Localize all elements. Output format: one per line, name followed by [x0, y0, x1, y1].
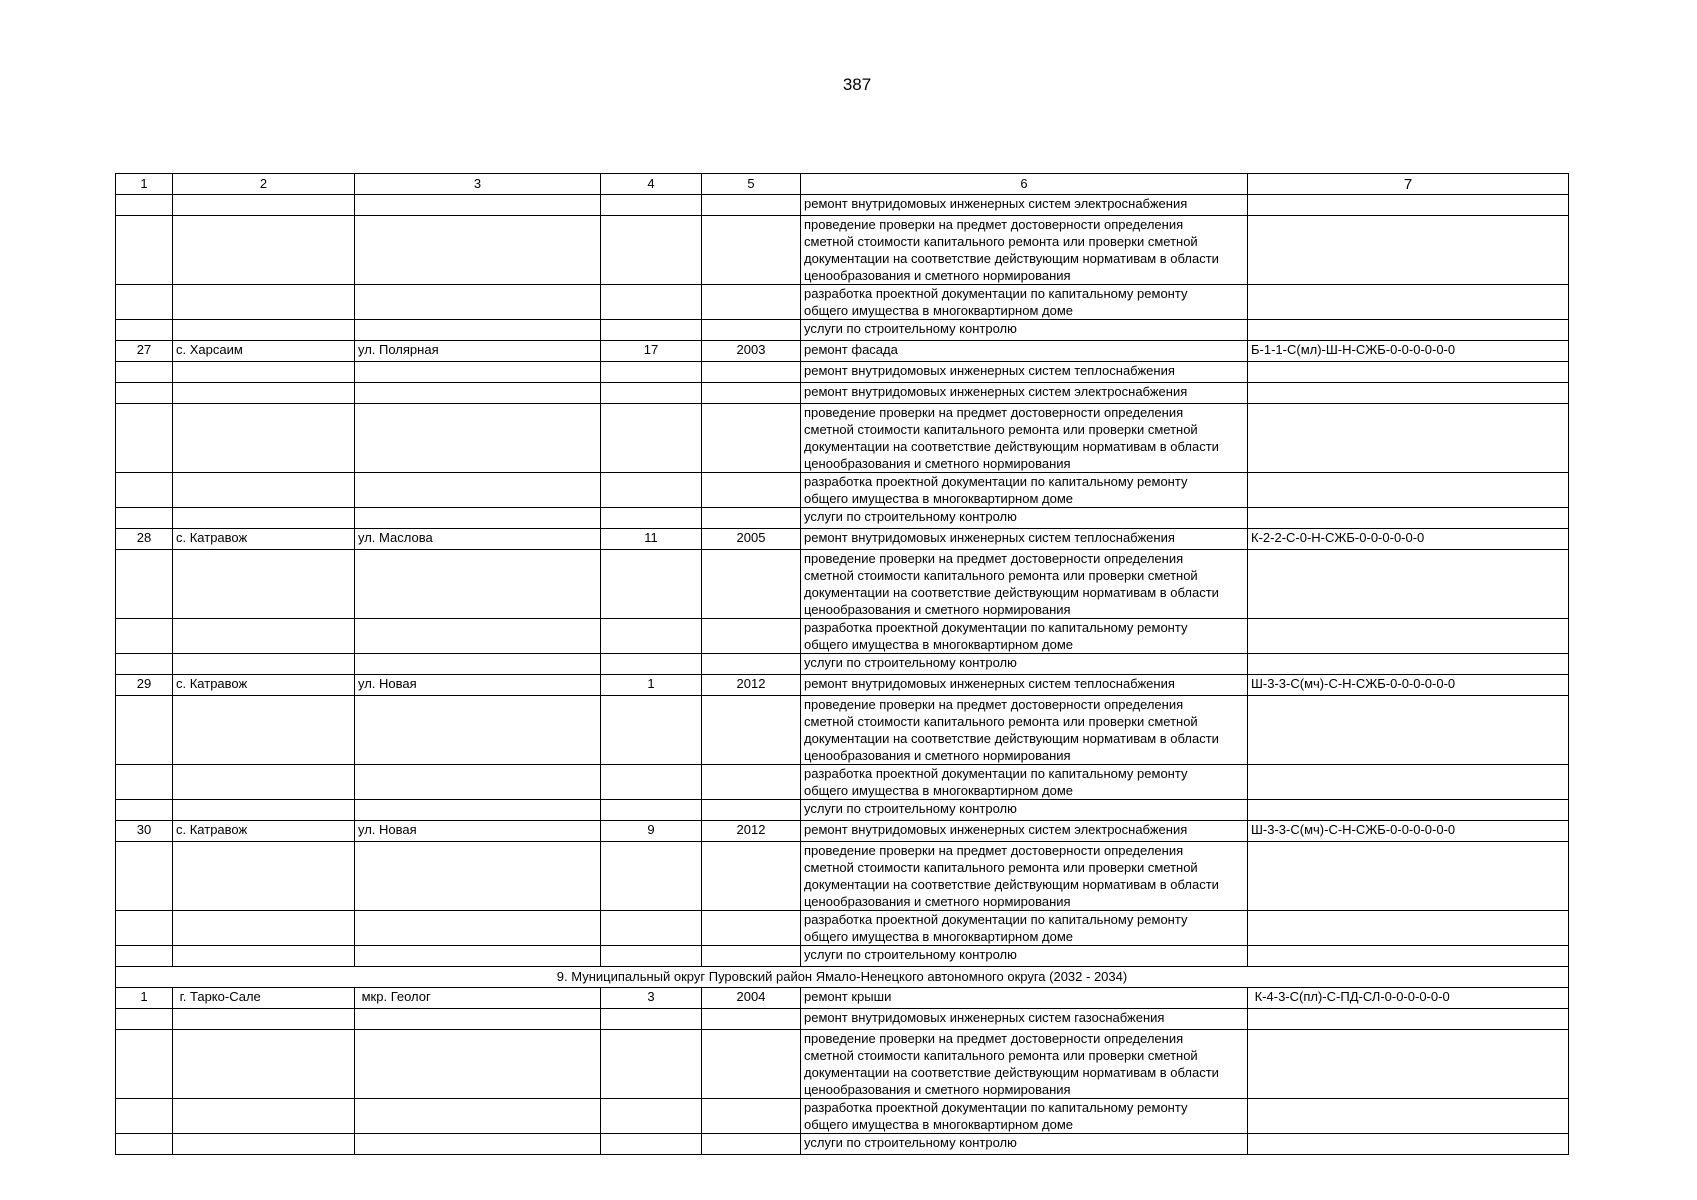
column-header: 3: [355, 174, 601, 195]
year-cell: 2003: [702, 341, 801, 362]
column-number-row: [116, 174, 1569, 195]
table-row: [116, 619, 1569, 654]
work-type-cell: разработка проектной документации по капитальному ремонту общего имущества в многоквартирном доме: [801, 473, 1248, 508]
work-type-cell: услуги по строительному контролю: [801, 946, 1248, 967]
table-row: [116, 696, 1569, 765]
record-number: 30: [116, 821, 173, 842]
column-header: 7: [1248, 174, 1569, 195]
work-type-cell: ремонт внутридомовых инженерных систем теплоснабжения: [801, 362, 1248, 383]
table-row: [116, 800, 1569, 821]
building-code-cell: К-4-3-С(пл)-С-ПД-СЛ-0-0-0-0-0-0: [1248, 988, 1569, 1009]
building-code-cell: Ш-3-3-С(мч)-С-Н-СЖБ-0-0-0-0-0-0: [1248, 821, 1569, 842]
work-type-cell: разработка проектной документации по капитальному ремонту общего имущества в многоквартирном доме: [801, 285, 1248, 320]
house-number-cell: 9: [601, 821, 702, 842]
building-code-cell: Б-1-1-С(мл)-Ш-Н-СЖБ-0-0-0-0-0-0: [1248, 341, 1569, 362]
table-row: [116, 1009, 1569, 1030]
table-row: [116, 320, 1569, 341]
table-row: [116, 216, 1569, 285]
table-row: [116, 195, 1569, 216]
table-row: [116, 285, 1569, 320]
house-number-cell: 11: [601, 529, 702, 550]
settlement-cell: с. Катравож: [173, 675, 355, 696]
work-type-cell: разработка проектной документации по капитальному ремонту общего имущества в многоквартирном доме: [801, 619, 1248, 654]
table-row: [116, 508, 1569, 529]
work-type-cell: ремонт внутридомовых инженерных систем теплоснабжения: [801, 675, 1248, 696]
work-type-cell: разработка проектной документации по капитальному ремонту общего имущества в многоквартирном доме: [801, 911, 1248, 946]
house-number-cell: 3: [601, 988, 702, 1009]
page-number: 387: [842, 75, 872, 94]
street-cell: ул. Новая: [355, 821, 601, 842]
building-code-cell: К-2-2-С-0-Н-СЖБ-0-0-0-0-0-0: [1248, 529, 1569, 550]
work-type-cell: ремонт внутридомовых инженерных систем электроснабжения: [801, 195, 1248, 216]
section-header-row: [116, 967, 1569, 988]
column-header: 4: [601, 174, 702, 195]
work-type-cell: услуги по строительному контролю: [801, 1134, 1248, 1155]
work-type-cell: услуги по строительному контролю: [801, 320, 1248, 341]
street-cell: ул. Маслова: [355, 529, 601, 550]
street-cell: ул. Новая: [355, 675, 601, 696]
work-type-cell: разработка проектной документации по капитальному ремонту общего имущества в многоквартирном доме: [801, 765, 1248, 800]
year-cell: 2012: [702, 821, 801, 842]
table-row: [116, 1099, 1569, 1134]
table-row: [116, 765, 1569, 800]
table-row: [116, 473, 1569, 508]
table-row: [116, 946, 1569, 967]
table-row: [116, 341, 1569, 362]
work-type-cell: проведение проверки на предмет достоверности определения сметной стоимости капитального ремонта или проверки сметной документации на соответствие действующим нормативам в области ценообразования и сметного нормирования: [801, 842, 1248, 911]
table-row: [116, 654, 1569, 675]
work-type-cell: проведение проверки на предмет достоверности определения сметной стоимости капитального ремонта или проверки сметной документации на соответствие действующим нормативам в области ценообразования и сметного нормирования: [801, 550, 1248, 619]
table-row: [116, 675, 1569, 696]
table-row: [116, 529, 1569, 550]
street-cell: ул. Полярная: [355, 341, 601, 362]
column-header: 6: [801, 174, 1248, 195]
work-type-cell: проведение проверки на предмет достоверности определения сметной стоимости капитального ремонта или проверки сметной документации на соответствие действующим нормативам в области ценообразования и сметного нормирования: [801, 696, 1248, 765]
table-row: [116, 1134, 1569, 1155]
table-row: [116, 988, 1569, 1009]
record-number: 29: [116, 675, 173, 696]
table-row: [116, 842, 1569, 911]
work-type-cell: ремонт внутридомовых инженерных систем теплоснабжения: [801, 529, 1248, 550]
capital-repair-table: [115, 173, 1569, 1155]
year-cell: 2012: [702, 675, 801, 696]
table-row: [116, 550, 1569, 619]
house-number-cell: 1: [601, 675, 702, 696]
table-row: [116, 383, 1569, 404]
work-type-cell: ремонт крыши: [801, 988, 1248, 1009]
column-header: 5: [702, 174, 801, 195]
table-row: [116, 1030, 1569, 1099]
work-type-cell: услуги по строительному контролю: [801, 508, 1248, 529]
work-type-cell: проведение проверки на предмет достоверности определения сметной стоимости капитального ремонта или проверки сметной документации на соответствие действующим нормативам в области ценообразования и сметного нормирования: [801, 404, 1248, 473]
work-type-cell: ремонт внутридомовых инженерных систем газоснабжения: [801, 1009, 1248, 1030]
table-row: [116, 821, 1569, 842]
column-header: 1: [116, 174, 173, 195]
work-type-cell: проведение проверки на предмет достоверности определения сметной стоимости капитального ремонта или проверки сметной документации на соответствие действующим нормативам в области ценообразования и сметного нормирования: [801, 216, 1248, 285]
settlement-cell: г. Тарко-Сале: [173, 988, 355, 1009]
work-type-cell: ремонт фасада: [801, 341, 1248, 362]
work-type-cell: ремонт внутридомовых инженерных систем электроснабжения: [801, 821, 1248, 842]
table-row: [116, 362, 1569, 383]
table-row: [116, 404, 1569, 473]
work-type-cell: ремонт внутридомовых инженерных систем электроснабжения: [801, 383, 1248, 404]
column-header: 2: [173, 174, 355, 195]
settlement-cell: с. Катравож: [173, 821, 355, 842]
year-cell: 2004: [702, 988, 801, 1009]
building-code-cell: Ш-3-3-С(мч)-С-Н-СЖБ-0-0-0-0-0-0: [1248, 675, 1569, 696]
house-number-cell: 17: [601, 341, 702, 362]
record-number: 1: [116, 988, 173, 1009]
work-type-cell: услуги по строительному контролю: [801, 654, 1248, 675]
street-cell: мкр. Геолог: [355, 988, 601, 1009]
settlement-cell: с. Катравож: [173, 529, 355, 550]
table-row: [116, 911, 1569, 946]
section-title: 9. Муниципальный округ Пуровский район Ямало-Ненецкого автономного округа (2032 - 2034): [116, 967, 1569, 988]
settlement-cell: с. Харсаим: [173, 341, 355, 362]
record-number: 28: [116, 529, 173, 550]
year-cell: 2005: [702, 529, 801, 550]
work-type-cell: разработка проектной документации по капитальному ремонту общего имущества в многоквартирном доме: [801, 1099, 1248, 1134]
work-type-cell: проведение проверки на предмет достоверности определения сметной стоимости капитального ремонта или проверки сметной документации на соответствие действующим нормативам в области ценообразования и сметного нормирования: [801, 1030, 1248, 1099]
record-number: 27: [116, 341, 173, 362]
work-type-cell: услуги по строительному контролю: [801, 800, 1248, 821]
